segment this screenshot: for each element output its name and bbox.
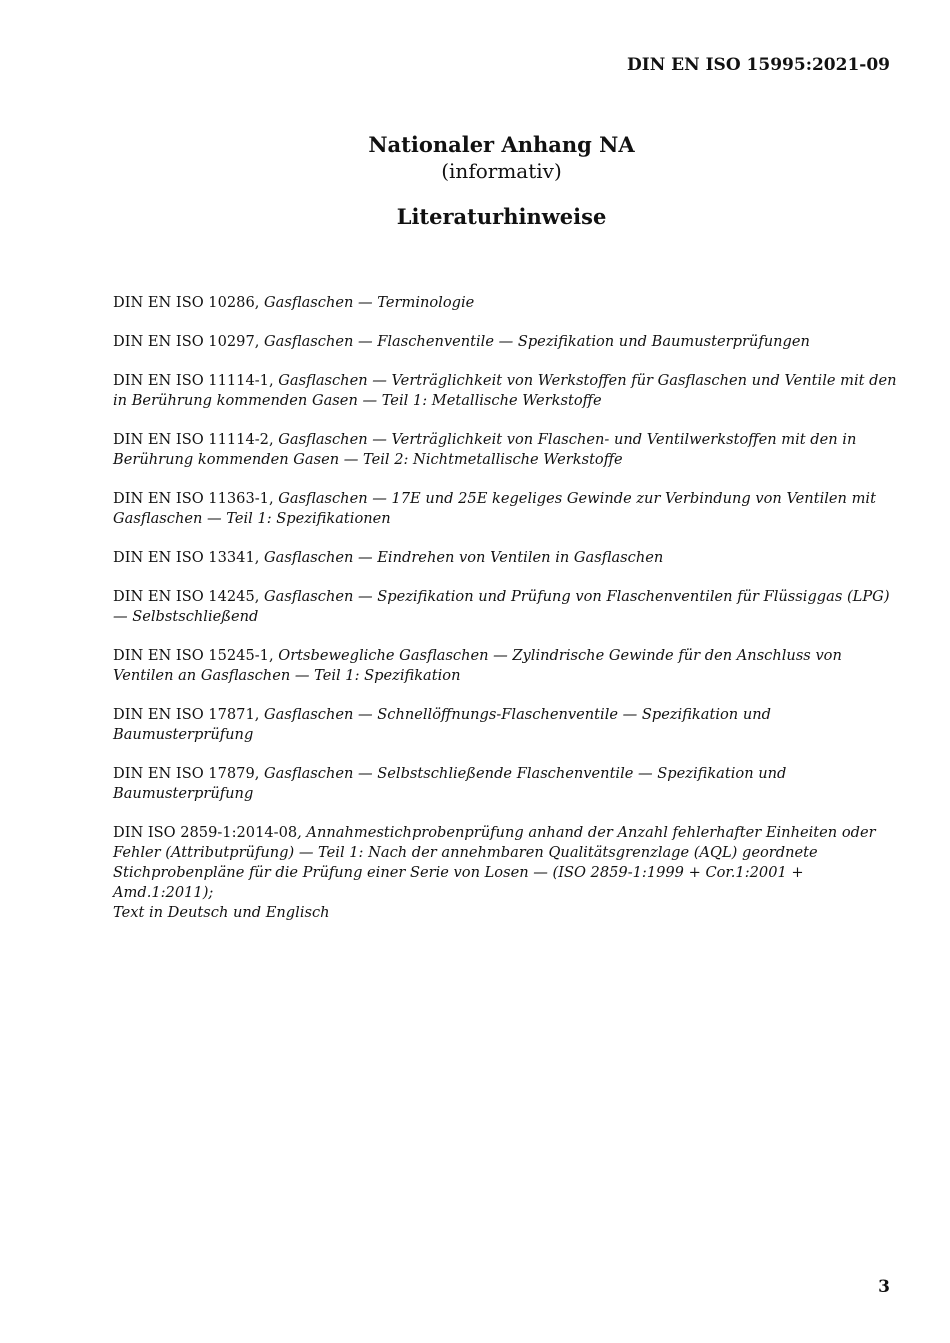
reference-title: Gasflaschen — Spezifikation und Prüfung von Flaschenventilen für Flüssiggas (LPG) — Selbstschließend [113,588,890,625]
reference-item [113,548,898,568]
reference-item [113,646,898,686]
reference-standard: DIN EN ISO 13341, [113,549,265,566]
reference-title: Gasflaschen — Verträglichkeit von Flaschen- und Ventilwerkstoffen mit den in Berührung kommenden Gasen — Teil 2: Nichtmetallische Werkstoffe [113,431,857,468]
reference-title: Gasflaschen — Selbstschließende Flaschenventile — Spezifikation und Baumusterprüfung [113,765,787,802]
reference-title: Gasflaschen — Verträglichkeit von Werkstoffen für Gasflaschen und Ventile mit den in Berührung kommenden Gasen — Teil 1: Metallische Werkstoffe [113,372,897,409]
reference-item [113,489,898,529]
reference-note: Text in Deutsch und Englisch [113,904,330,921]
reference-title: , Annahmestichprobenprüfung anhand der Anzahl fehlerhafter Einheiten oder Fehler (Attributprüfung) — Teil 1: Nach der annehmbaren Qualitätsgrenzlage (AQL) geordnete Stichprobenpläne für die Prüfung einer Serie von Losen — (ISO 2859-1:1999 + Cor.1:2001 + Amd.1:2011); [113,824,876,901]
reference-standard: DIN EN ISO 11114-1, [113,372,279,389]
reference-standard: DIN ISO 2859-1:2014-08 [113,824,298,841]
reference-item [113,332,898,352]
reference-item [113,705,898,745]
reference-item [113,823,898,923]
reference-standard: DIN EN ISO 10286, [113,294,265,311]
reference-title: Gasflaschen — Flaschenventile — Spezifikation und Baumusterprüfungen [264,333,810,350]
reference-standard: DIN EN ISO 10297, [113,333,265,350]
reference-title: Gasflaschen — Eindrehen von Ventilen in Gasflaschen [264,549,664,566]
reference-item [113,371,898,411]
reference-item [113,587,898,627]
annex-heading [0,132,950,230]
reference-title: Gasflaschen — 17E und 25E kegeliges Gewinde zur Verbindung von Ventilen mit Gasflaschen — Teil 1: Spezifikationen [113,490,876,527]
page-number: 3 [878,1277,890,1297]
reference-item [113,293,898,313]
reference-standard: DIN EN ISO 11114-2, [113,431,279,448]
section-title: Literaturhinweise [396,204,607,229]
reference-standard: DIN EN ISO 14245, [113,588,265,605]
reference-title: Gasflaschen — Schnellöffnungs-Flaschenventile — Spezifikation und Baumusterprüfung [113,706,771,743]
annex-subtitle: (informativ) [441,159,562,183]
reference-item [113,764,898,804]
reference-standard: DIN EN ISO 17871, [113,706,265,723]
reference-standard: DIN EN ISO 15245-1, [113,647,279,664]
reference-item [113,430,898,470]
annex-title: Nationaler Anhang NA [368,132,635,157]
reference-list [113,293,898,942]
document-id: DIN EN ISO 15995:2021-09 [627,55,890,75]
reference-standard: DIN EN ISO 17879, [113,765,265,782]
reference-standard: DIN EN ISO 11363-1, [113,490,279,507]
reference-title: Gasflaschen — Terminologie [264,294,475,311]
reference-title: Ortsbewegliche Gasflaschen — Zylindrische Gewinde für den Anschluss von Ventilen an Gasflaschen — Teil 1: Spezifikation [113,647,842,684]
